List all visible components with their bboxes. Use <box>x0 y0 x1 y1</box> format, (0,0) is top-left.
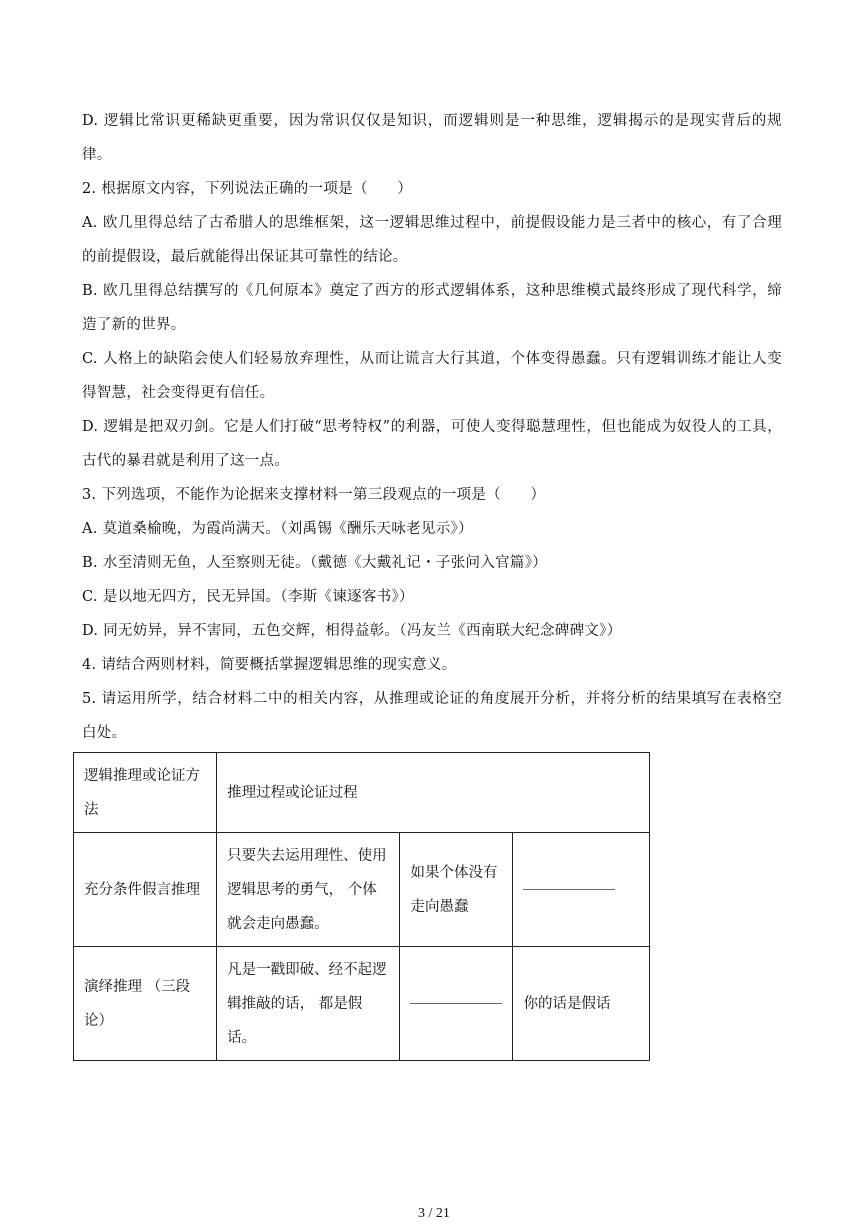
q2-option-b: B. 欧几里得总结撰写的《几何原本》奠定了西方的形式逻辑体系，这种思维模式最终形成了现代科学，缔造了新的世界。 <box>82 283 782 333</box>
row1-method: 充分条件假言推理 <box>74 833 217 947</box>
question-4: 4. 请结合两则材料，简要概括掌握逻辑思维的现实意义。 <box>82 657 457 673</box>
row2-method: 演绎推理 （三段论） <box>74 947 217 1061</box>
q2-option-c: C. 人格上的缺陷会使人们轻易放弃理性，从而让谎言大行其道，个体变得愚蠢。只有逻辑训练才能让人变得智慧，社会变得更有信任。 <box>82 351 782 401</box>
q3-option-b: B. 水至清则无鱼，人至察则无徒。（戴德《大戴礼记・子张问入官篇》） <box>82 555 548 571</box>
table-header-process: 推理过程或论证过程 <box>217 753 650 833</box>
q3-option-d: D. 同无妨异，异不害同，五色交辉，相得益彰。（冯友兰《西南联大纪念碑碑文》） <box>82 623 622 639</box>
row1-conclusion-blank <box>513 833 650 947</box>
q3-option-c: C. 是以地无四方，民无异国。（李斯《谏逐客书》） <box>82 589 414 605</box>
page-number: 3 / 21 <box>418 1206 450 1221</box>
table-header-method: 逻辑推理或论证方法 <box>74 753 217 833</box>
q3-option-a: A. 莫道桑榆晚，为霞尚满天。（刘禹锡《酬乐天咏老见示》） <box>82 521 473 537</box>
table-row <box>74 947 650 1061</box>
question-3: 3. 下列选项，不能作为论据来支撑材料一第三段观点的一项是（ ） <box>82 487 546 503</box>
row2-premise: 凡是一戳即破、经不起逻辑推敲的话， 都是假话。 <box>217 947 400 1061</box>
row2-conclusion: 你的话是假话 <box>513 947 650 1061</box>
row2-minor-blank <box>400 947 513 1061</box>
option-d-q1: D. 逻辑比常识更稀缺更重要，因为常识仅仅是知识，而逻辑则是一种思维，逻辑揭示的是现实背后的规律。 <box>82 113 782 163</box>
question-5: 5. 请运用所学，结合材料二中的相关内容，从推理或论证的角度展开分析，并将分析的结果填写在表格空白处。 <box>82 691 782 741</box>
question-2: 2. 根据原文内容，下列说法正确的一项是（ ） <box>82 181 413 197</box>
reasoning-table <box>73 752 650 1061</box>
row1-premise: 只要失去运用理性、使用逻辑思考的勇气， 个体就会走向愚蠢。 <box>217 833 400 947</box>
row1-minor-premise: 如果个体没有走向愚蠢 <box>400 833 513 947</box>
fill-blank-line <box>523 889 615 890</box>
table-header-row <box>74 753 650 833</box>
fill-blank-line <box>410 1003 502 1004</box>
q2-option-d: D. 逻辑是把双刃剑。它是人们打破“思考特权”的利器，可使人变得聪慧理性，但也能成为奴役人的工具，古代的暴君就是利用了这一点。 <box>82 419 782 469</box>
q2-option-a: A. 欧几里得总结了古希腊人的思维框架，这一逻辑思维过程中，前提假设能力是三者中的核心，有了合理的前提假设，最后就能得出保证其可靠性的结论。 <box>82 215 782 265</box>
table-row <box>74 833 650 947</box>
